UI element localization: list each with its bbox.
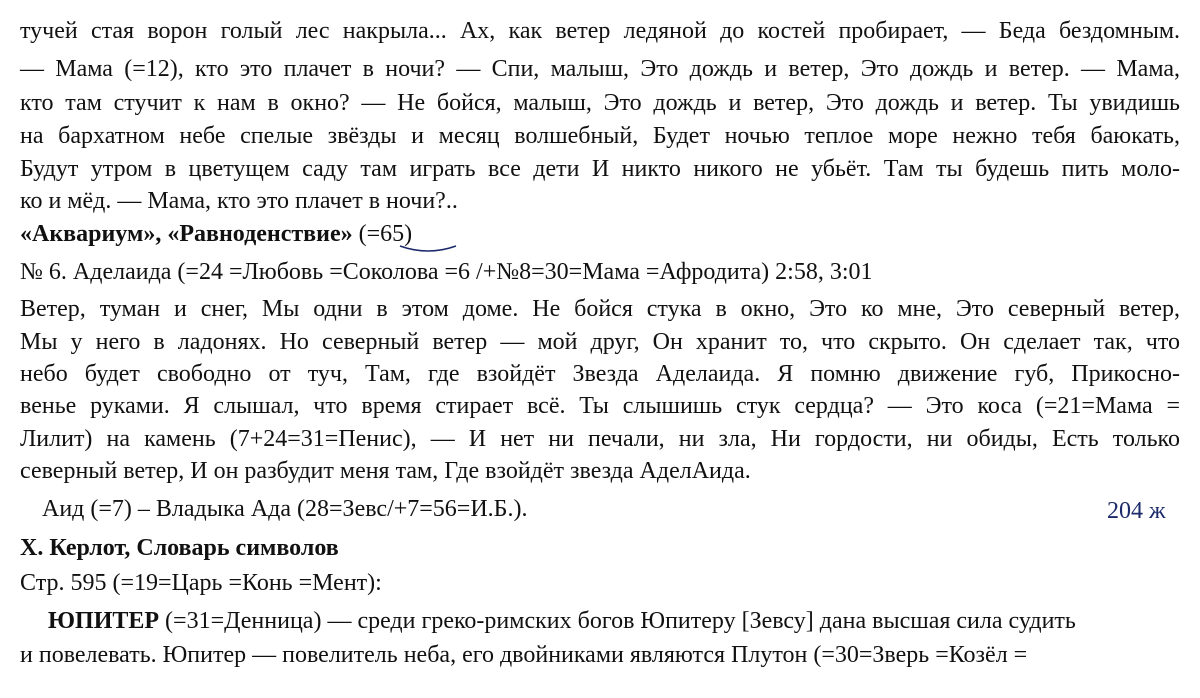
album-title: «Аквариум», «Равноденствие»	[20, 221, 353, 247]
album-note: (=65)	[352, 221, 413, 247]
section-heading: Х. Керлот, Словарь символов	[20, 535, 339, 561]
text-line: Будут утром в цветущем саду там играть все дети И никто никого не убьёт. Там ты будешь пить моло-	[20, 156, 1180, 182]
text-line: — Мама (=12), кто это плачет в ночи? — Спи, малыш, Это дождь и ветер, Это дождь и ветер. — Мама,	[20, 56, 1180, 82]
text-line: Лилит) на камень (7+24=31=Пенис), — И нет ни печали, ни зла, Ни гордости, ни обиды, Есть только	[20, 426, 1180, 452]
handwritten-mark	[396, 242, 462, 258]
text-line: тучей стая ворон голый лес накрыла... Ах, как ветер ледяной до костей пробирает, — Беда бездомным.	[20, 18, 1180, 44]
text-line: кто там стучит к нам в окно? — Не бойся, малыш, Это дождь и ветер, Это дождь и ветер. Ты увидишь	[20, 90, 1180, 116]
entry-text: (=31=Денница) — среди греко-римских богов Юпитеру [Зевсу] дана высшая сила судить	[159, 608, 1076, 634]
text-line: небо будет свободно от туч, Там, где взойдёт Звезда Аделаида. Я помню движение губ, Прикосно-	[20, 361, 1180, 387]
text-line: Мы у него в ладонях. Но северный ветер — мой друг, Он хранит то, что скрыто. Он сделает так, что	[20, 329, 1180, 355]
aid-line: Аид (=7) – Владыка Ада (28=Зевс/+7=56=И.Б.).	[42, 496, 528, 522]
entry-term: ЮПИТЕР	[48, 608, 160, 634]
page-number: 204 ж	[1107, 498, 1166, 524]
page-reference: Стр. 595 (=19=Царь =Конь =Мент):	[20, 570, 382, 596]
track-line: № 6. Аделаида (=24 =Любовь =Соколова =6 /+№8=30=Мама =Афродита) 2:58, 3:01	[20, 259, 873, 285]
album-title-line	[20, 219, 412, 249]
text-line: венье руками. Я слышал, что время стирает всё. Ты слышишь стук сердца? — Это коса (=21=Мама =	[20, 393, 1180, 419]
text-line: северный ветер, И он разбудит меня там, Где взойдёт звезда АделАида.	[20, 458, 751, 484]
text-line: и повелевать. Юпитер — повелитель неба, его двойниками являются Плутон (=30=Зверь =Козёл =	[20, 642, 1028, 668]
entry-line	[48, 606, 1076, 636]
text-line: ко и мёд. — Мама, кто это плачет в ночи?..	[20, 188, 458, 214]
text-line: на бархатном небе спелые звёзды и месяц волшебный, Будет ночью теплое море нежно тебя баюкать,	[20, 123, 1180, 149]
text-line: Ветер, туман и снег, Мы одни в этом доме. Не бойся стука в окно, Это ко мне, Это северный ветер,	[20, 296, 1180, 322]
